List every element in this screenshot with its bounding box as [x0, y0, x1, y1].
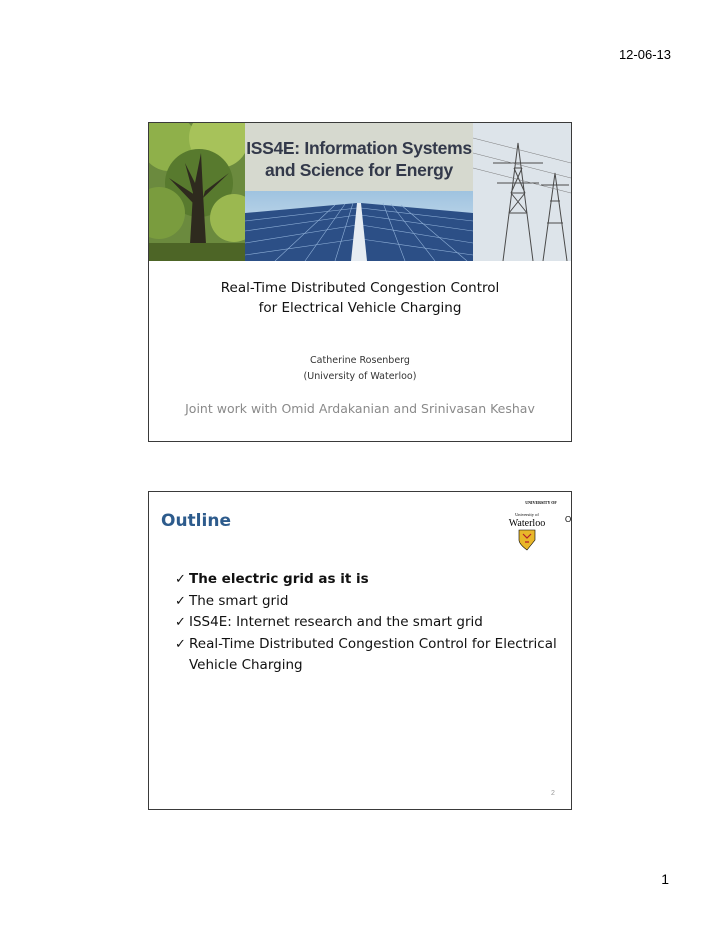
check-icon: ✓ — [175, 593, 186, 609]
logo-small-text: UNIVERSITY OF — [525, 500, 557, 505]
slide-title — [148, 122, 572, 442]
solar-panels-image — [245, 191, 473, 261]
slide-number: 2 — [551, 790, 555, 797]
author-name: Catherine Rosenberg — [310, 355, 410, 366]
slide-outline — [148, 491, 572, 810]
joint-work: Joint work with Omid Ardakanian and Srinivasan Keshav — [185, 401, 535, 416]
banner-title: ISS4E: Information Systems and Science for Energy — [246, 138, 472, 180]
list-item: ✓ The electric grid as it is — [175, 569, 567, 591]
outline-list — [175, 569, 567, 677]
slide-title: Outline — [161, 511, 231, 531]
power-towers-image — [473, 123, 571, 261]
trees-image — [149, 123, 245, 261]
banner-center — [245, 123, 473, 261]
page-number: 1 — [661, 871, 669, 887]
page-date: 12-06-13 — [618, 47, 671, 62]
list-item: ✓ Real-Time Distributed Congestion Control for Electrical Vehicle Charging — [175, 635, 557, 673]
check-icon: ✓ — [175, 615, 186, 630]
title-banner — [149, 123, 571, 261]
list-item: ✓ The smart grid — [175, 591, 567, 613]
author-affiliation: (University of Waterloo) — [303, 371, 417, 382]
logo-sub-text: University of — [515, 512, 539, 517]
author-block — [149, 353, 571, 385]
check-icon: ✓ — [175, 636, 186, 652]
check-icon: ✓ — [175, 572, 186, 587]
waterloo-crest-icon — [501, 496, 571, 554]
list-item: ✓ ISS4E: Internet research and the smart grid — [175, 612, 567, 634]
talk-title: Real-Time Distributed Congestion Control for Electrical Vehicle Charging — [220, 280, 500, 316]
svg-text:O: O — [565, 515, 571, 524]
logo-main-text: Waterloo — [508, 518, 546, 529]
